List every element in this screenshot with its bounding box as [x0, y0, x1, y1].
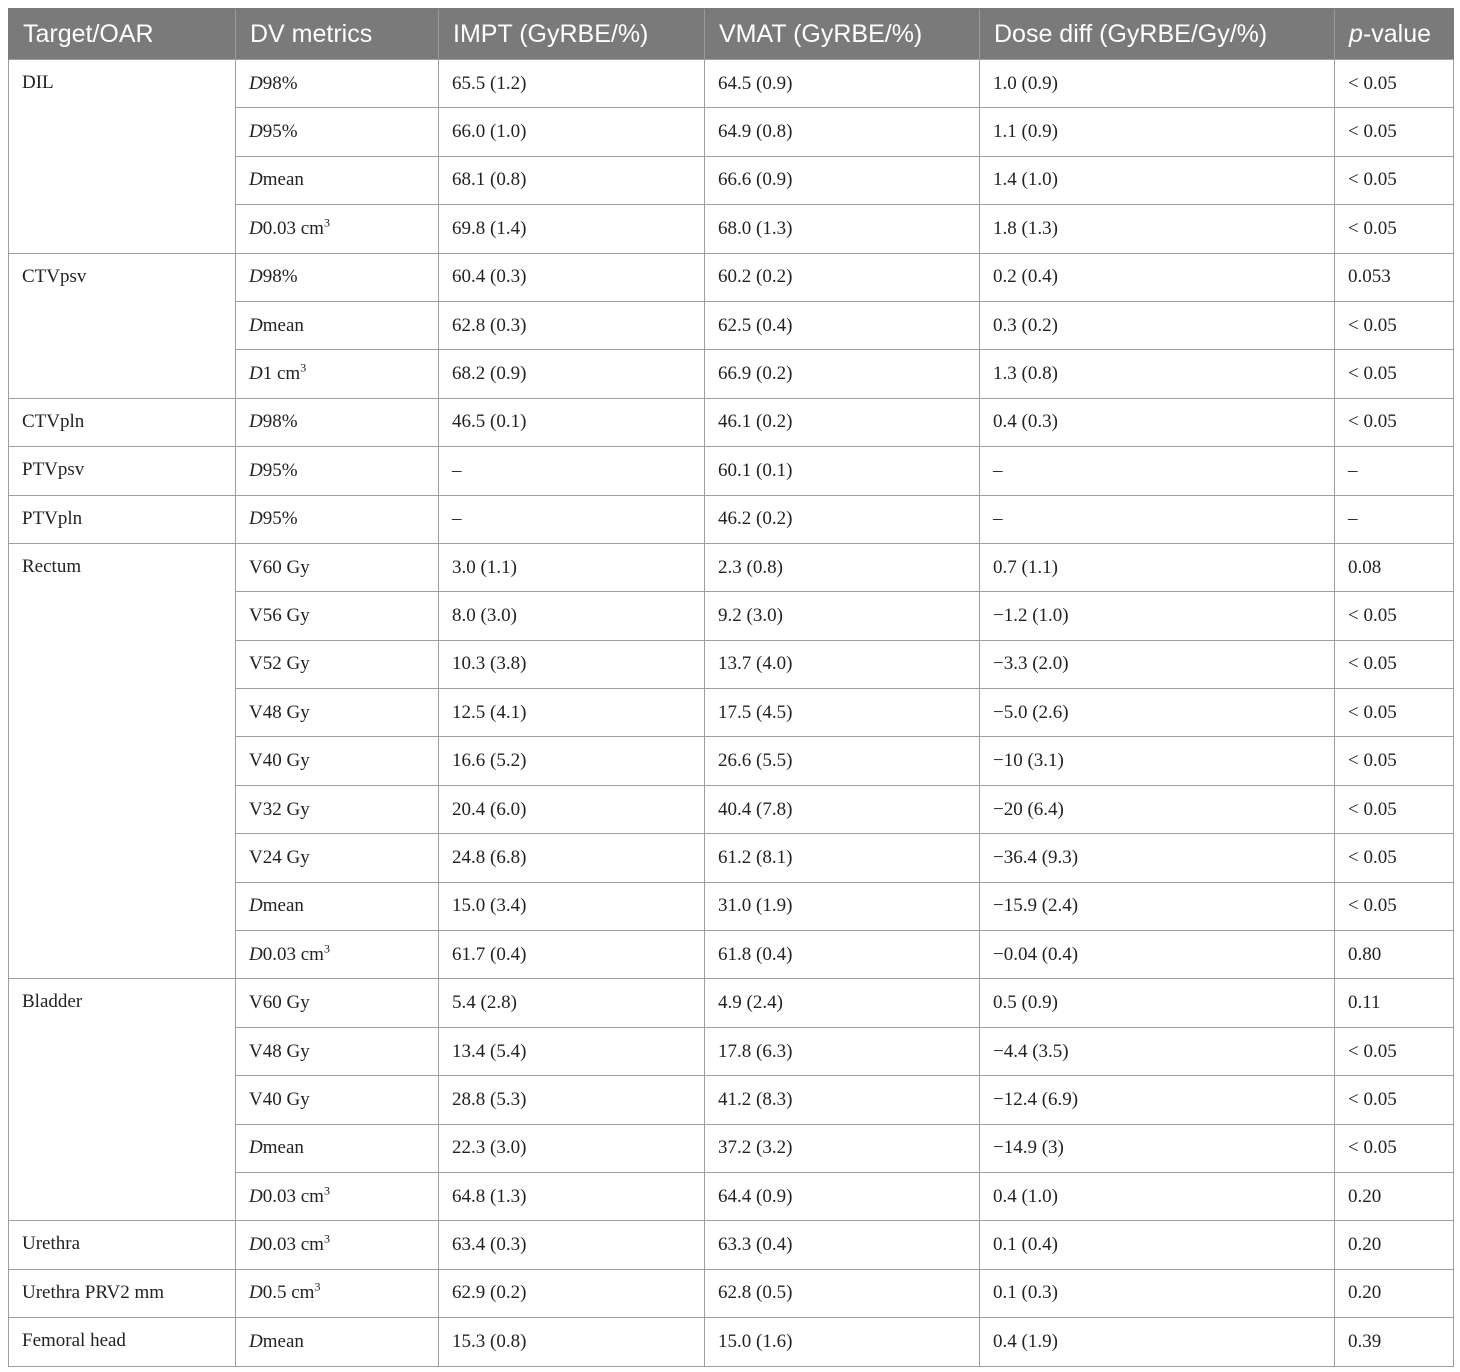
header-vmat: VMAT (GyRBE/%)	[705, 9, 980, 60]
dose-diff-cell: −15.9 (2.4)	[980, 882, 1335, 930]
impt-cell: 65.5 (1.2)	[439, 60, 705, 108]
metric-cell	[236, 785, 439, 833]
impt-cell: 24.8 (6.8)	[439, 834, 705, 882]
header-p-italic: p	[1349, 19, 1363, 48]
metric-cell	[236, 689, 439, 737]
dose-diff-cell: −4.4 (3.5)	[980, 1027, 1335, 1075]
impt-cell: 13.4 (5.4)	[439, 1027, 705, 1075]
metric-italic: D	[249, 72, 263, 94]
target-cell: CTVpsv	[9, 253, 236, 398]
p-value-cell: < 0.05	[1335, 398, 1454, 446]
table-container	[8, 8, 1453, 1367]
metric-cell	[236, 1124, 439, 1172]
impt-cell: 28.8 (5.3)	[439, 1076, 705, 1124]
metric-italic: D	[249, 943, 263, 965]
vmat-cell: 9.2 (3.0)	[705, 592, 980, 640]
metric-cell	[236, 931, 439, 979]
metric-text: 98%	[262, 411, 298, 433]
p-value-cell: < 0.05	[1335, 592, 1454, 640]
vmat-cell: 2.3 (0.8)	[705, 543, 980, 591]
p-value-cell: 0.053	[1335, 253, 1454, 301]
vmat-cell: 17.8 (6.3)	[705, 1027, 980, 1075]
metric-cell	[236, 737, 439, 785]
metric-superscript: 3	[323, 215, 330, 230]
metric-text: 0.03 cm	[262, 1185, 324, 1207]
metric-cell	[236, 834, 439, 882]
vmat-cell: 66.9 (0.2)	[705, 350, 980, 398]
metric-cell	[236, 108, 439, 156]
p-value-cell: 0.80	[1335, 931, 1454, 979]
p-value-cell: 0.20	[1335, 1221, 1454, 1269]
p-value-cell: < 0.05	[1335, 205, 1454, 253]
dose-diff-cell: 1.1 (0.9)	[980, 108, 1335, 156]
vmat-cell: 17.5 (4.5)	[705, 689, 980, 737]
impt-cell: 5.4 (2.8)	[439, 979, 705, 1027]
metric-text: V40 Gy	[249, 1088, 310, 1110]
p-value-cell: < 0.05	[1335, 156, 1454, 204]
table-row	[9, 1269, 1454, 1317]
dose-diff-cell: 1.0 (0.9)	[980, 60, 1335, 108]
vmat-cell: 46.1 (0.2)	[705, 398, 980, 446]
vmat-cell: 26.6 (5.5)	[705, 737, 980, 785]
metric-text: V48 Gy	[249, 1040, 310, 1062]
dose-diff-cell: 1.3 (0.8)	[980, 350, 1335, 398]
metric-cell	[236, 350, 439, 398]
dose-diff-cell: 0.3 (0.2)	[980, 301, 1335, 349]
dose-diff-cell: –	[980, 495, 1335, 543]
vmat-cell: 4.9 (2.4)	[705, 979, 980, 1027]
impt-cell: 61.7 (0.4)	[439, 931, 705, 979]
metric-italic: D	[249, 1234, 263, 1256]
metric-italic: D	[249, 1282, 263, 1304]
dose-diff-cell: 0.7 (1.1)	[980, 543, 1335, 591]
dose-diff-cell: 1.8 (1.3)	[980, 205, 1335, 253]
vmat-cell: 31.0 (1.9)	[705, 882, 980, 930]
p-value-cell: < 0.05	[1335, 785, 1454, 833]
target-cell: Urethra	[9, 1221, 236, 1269]
vmat-cell: 15.0 (1.6)	[705, 1318, 980, 1366]
table-row	[9, 447, 1454, 495]
p-value-cell: < 0.05	[1335, 737, 1454, 785]
vmat-cell: 40.4 (7.8)	[705, 785, 980, 833]
metric-cell	[236, 882, 439, 930]
target-cell: PTVpln	[9, 495, 236, 543]
dose-diff-cell: −0.04 (0.4)	[980, 931, 1335, 979]
dose-diff-cell: −36.4 (9.3)	[980, 834, 1335, 882]
metric-italic: D	[249, 1137, 263, 1159]
dose-diff-cell: −20 (6.4)	[980, 785, 1335, 833]
impt-cell: 60.4 (0.3)	[439, 253, 705, 301]
metric-text: mean	[262, 169, 304, 191]
p-value-cell: < 0.05	[1335, 640, 1454, 688]
metric-text: V32 Gy	[249, 798, 310, 820]
impt-cell: 46.5 (0.1)	[439, 398, 705, 446]
impt-cell: 8.0 (3.0)	[439, 592, 705, 640]
p-value-cell: < 0.05	[1335, 1124, 1454, 1172]
target-cell: DIL	[9, 60, 236, 254]
metric-text: 1 cm	[262, 363, 301, 385]
table-body	[9, 60, 1454, 1367]
metric-cell	[236, 979, 439, 1027]
dose-diff-cell: 0.5 (0.9)	[980, 979, 1335, 1027]
impt-cell: 10.3 (3.8)	[439, 640, 705, 688]
metric-cell	[236, 1221, 439, 1269]
metric-text: 0.03 cm	[262, 943, 324, 965]
vmat-cell: 62.8 (0.5)	[705, 1269, 980, 1317]
metric-italic: D	[249, 1330, 263, 1352]
metric-superscript: 3	[314, 1280, 321, 1295]
impt-cell: 22.3 (3.0)	[439, 1124, 705, 1172]
p-value-cell: < 0.05	[1335, 882, 1454, 930]
metric-text: 0.03 cm	[262, 217, 324, 239]
metric-cell	[236, 1269, 439, 1317]
metric-text: V24 Gy	[249, 846, 310, 868]
table-row	[9, 979, 1454, 1027]
vmat-cell: 68.0 (1.3)	[705, 205, 980, 253]
dose-diff-cell: −14.9 (3)	[980, 1124, 1335, 1172]
header-impt: IMPT (GyRBE/%)	[439, 9, 705, 60]
dose-diff-cell: −12.4 (6.9)	[980, 1076, 1335, 1124]
p-value-cell: 0.11	[1335, 979, 1454, 1027]
vmat-cell: 64.9 (0.8)	[705, 108, 980, 156]
table-row	[9, 398, 1454, 446]
metric-italic: D	[249, 895, 263, 917]
metric-text: V48 Gy	[249, 701, 310, 723]
dose-diff-cell: 1.4 (1.0)	[980, 156, 1335, 204]
dose-diff-cell: 0.2 (0.4)	[980, 253, 1335, 301]
impt-cell: 69.8 (1.4)	[439, 205, 705, 253]
header-p-value	[1335, 9, 1454, 60]
vmat-cell: 62.5 (0.4)	[705, 301, 980, 349]
metric-cell	[236, 60, 439, 108]
p-value-cell: 0.20	[1335, 1172, 1454, 1220]
target-cell: PTVpsv	[9, 447, 236, 495]
metric-cell	[236, 495, 439, 543]
metric-italic: D	[249, 363, 263, 385]
p-value-cell: –	[1335, 447, 1454, 495]
metric-text: mean	[262, 1137, 304, 1159]
metric-italic: D	[249, 459, 263, 481]
dose-diff-cell: −10 (3.1)	[980, 737, 1335, 785]
vmat-cell: 60.1 (0.1)	[705, 447, 980, 495]
header-p-rest: -value	[1362, 19, 1431, 48]
metric-cell	[236, 447, 439, 495]
impt-cell: 62.8 (0.3)	[439, 301, 705, 349]
impt-cell: 64.8 (1.3)	[439, 1172, 705, 1220]
metric-text: V56 Gy	[249, 604, 310, 626]
target-cell: Rectum	[9, 543, 236, 979]
impt-cell: 15.0 (3.4)	[439, 882, 705, 930]
metric-text: V60 Gy	[249, 556, 310, 578]
vmat-cell: 64.5 (0.9)	[705, 60, 980, 108]
metric-text: 95%	[262, 121, 298, 143]
vmat-cell: 37.2 (3.2)	[705, 1124, 980, 1172]
metric-text: 0.03 cm	[262, 1234, 324, 1256]
metric-superscript: 3	[323, 941, 330, 956]
impt-cell: 66.0 (1.0)	[439, 108, 705, 156]
vmat-cell: 61.2 (8.1)	[705, 834, 980, 882]
vmat-cell: 41.2 (8.3)	[705, 1076, 980, 1124]
table-row	[9, 253, 1454, 301]
metric-text: 95%	[262, 508, 298, 530]
metric-cell	[236, 592, 439, 640]
target-cell: Bladder	[9, 979, 236, 1221]
metric-cell	[236, 301, 439, 349]
dose-diff-cell: −5.0 (2.6)	[980, 689, 1335, 737]
impt-cell: 62.9 (0.2)	[439, 1269, 705, 1317]
dose-diff-cell: −3.3 (2.0)	[980, 640, 1335, 688]
dose-diff-cell: 0.4 (1.9)	[980, 1318, 1335, 1366]
impt-cell: –	[439, 495, 705, 543]
metric-cell	[236, 1318, 439, 1366]
target-cell: CTVpln	[9, 398, 236, 446]
p-value-cell: < 0.05	[1335, 350, 1454, 398]
metric-superscript: 3	[323, 1231, 330, 1246]
impt-cell: 12.5 (4.1)	[439, 689, 705, 737]
metric-text: 98%	[262, 72, 298, 94]
p-value-cell: 0.20	[1335, 1269, 1454, 1317]
table-row	[9, 1221, 1454, 1269]
target-cell: Femoral head	[9, 1318, 236, 1366]
dose-diff-cell: 0.1 (0.3)	[980, 1269, 1335, 1317]
metric-text: V60 Gy	[249, 992, 310, 1014]
metric-italic: D	[249, 314, 263, 336]
metric-cell	[236, 205, 439, 253]
target-cell: Urethra PRV2 mm	[9, 1269, 236, 1317]
metric-text: 0.5 cm	[262, 1282, 315, 1304]
p-value-cell: < 0.05	[1335, 301, 1454, 349]
table-row	[9, 1318, 1454, 1366]
metric-superscript: 3	[300, 360, 307, 375]
impt-cell: –	[439, 447, 705, 495]
header-diff: Dose diff (GyRBE/Gy/%)	[980, 9, 1335, 60]
metric-cell	[236, 640, 439, 688]
metric-cell	[236, 1172, 439, 1220]
metric-text: mean	[262, 1330, 304, 1352]
metric-italic: D	[249, 169, 263, 191]
impt-cell: 20.4 (6.0)	[439, 785, 705, 833]
vmat-cell: 64.4 (0.9)	[705, 1172, 980, 1220]
p-value-cell: < 0.05	[1335, 834, 1454, 882]
metric-text: 95%	[262, 459, 298, 481]
impt-cell: 68.2 (0.9)	[439, 350, 705, 398]
p-value-cell: < 0.05	[1335, 1076, 1454, 1124]
metric-text: mean	[262, 314, 304, 336]
dose-volume-table	[8, 8, 1454, 1367]
vmat-cell: 46.2 (0.2)	[705, 495, 980, 543]
p-value-cell: –	[1335, 495, 1454, 543]
impt-cell: 15.3 (0.8)	[439, 1318, 705, 1366]
metric-italic: D	[249, 411, 263, 433]
metric-superscript: 3	[323, 1183, 330, 1198]
p-value-cell: 0.08	[1335, 543, 1454, 591]
metric-text: V40 Gy	[249, 750, 310, 772]
metric-italic: D	[249, 1185, 263, 1207]
p-value-cell: 0.39	[1335, 1318, 1454, 1366]
metric-cell	[236, 1076, 439, 1124]
metric-cell	[236, 156, 439, 204]
p-value-cell: < 0.05	[1335, 1027, 1454, 1075]
metric-text: mean	[262, 895, 304, 917]
p-value-cell: < 0.05	[1335, 689, 1454, 737]
header-metrics: DV metrics	[236, 9, 439, 60]
table-row	[9, 60, 1454, 108]
impt-cell: 16.6 (5.2)	[439, 737, 705, 785]
vmat-cell: 13.7 (4.0)	[705, 640, 980, 688]
metric-text: 98%	[262, 266, 298, 288]
dose-diff-cell: 0.1 (0.4)	[980, 1221, 1335, 1269]
dose-diff-cell: −1.2 (1.0)	[980, 592, 1335, 640]
dose-diff-cell: 0.4 (0.3)	[980, 398, 1335, 446]
impt-cell: 3.0 (1.1)	[439, 543, 705, 591]
metric-text: V52 Gy	[249, 653, 310, 675]
p-value-cell: < 0.05	[1335, 60, 1454, 108]
metric-cell	[236, 1027, 439, 1075]
vmat-cell: 66.6 (0.9)	[705, 156, 980, 204]
vmat-cell: 61.8 (0.4)	[705, 931, 980, 979]
metric-cell	[236, 398, 439, 446]
dose-diff-cell: –	[980, 447, 1335, 495]
header-target: Target/OAR	[9, 9, 236, 60]
metric-italic: D	[249, 266, 263, 288]
impt-cell: 68.1 (0.8)	[439, 156, 705, 204]
metric-italic: D	[249, 508, 263, 530]
metric-cell	[236, 253, 439, 301]
metric-cell	[236, 543, 439, 591]
p-value-cell: < 0.05	[1335, 108, 1454, 156]
table-row	[9, 495, 1454, 543]
metric-italic: D	[249, 121, 263, 143]
metric-italic: D	[249, 217, 263, 239]
dose-diff-cell: 0.4 (1.0)	[980, 1172, 1335, 1220]
vmat-cell: 63.3 (0.4)	[705, 1221, 980, 1269]
vmat-cell: 60.2 (0.2)	[705, 253, 980, 301]
header-row	[9, 9, 1454, 60]
table-header	[9, 9, 1454, 60]
table-row	[9, 543, 1454, 591]
impt-cell: 63.4 (0.3)	[439, 1221, 705, 1269]
